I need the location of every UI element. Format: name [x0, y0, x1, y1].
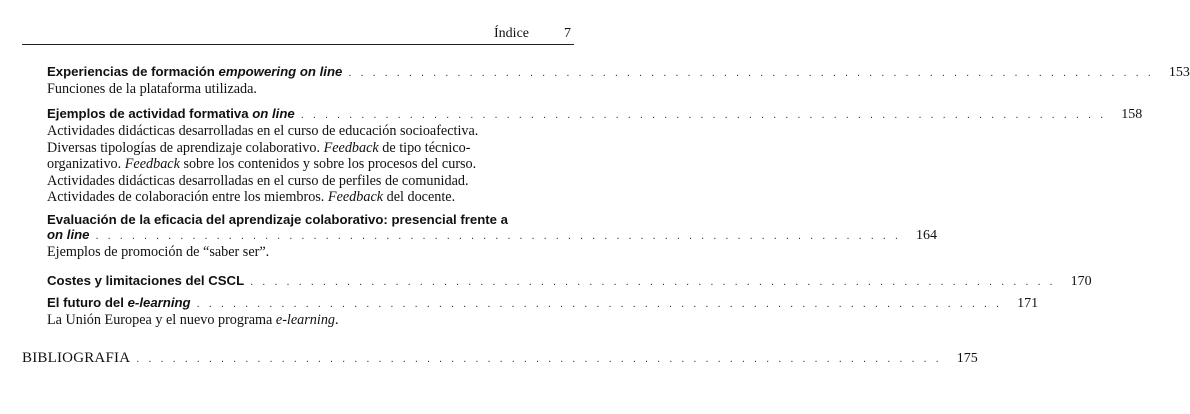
toc-entry-title-italic: empowering on line [218, 64, 343, 79]
dot-leader: . . . . . . . . . . . . . . . . . . . . . . . . . . . . . . . . . . . . . . . . . . . . . . . . . . . . . . . . . . . . . . . . . . . [95, 230, 901, 242]
page-header [22, 26, 574, 46]
toc-entry-title-italic: on line [252, 106, 295, 121]
toc-entry-heading [47, 64, 1190, 81]
toc-entry-title: El futuro del [47, 295, 128, 310]
toc-entry-title-italic: on line [47, 227, 90, 242]
toc-page-number: 170 [1070, 274, 1092, 289]
toc-subentry: Ejemplos de promoción de “saber ser”. [47, 244, 270, 260]
toc-entry-title: Ejemplos de actividad formativa [47, 106, 253, 121]
toc-subentry: Actividades didácticas desarrolladas en el curso de perfiles de comunidad. [47, 172, 469, 189]
toc-entry-heading [47, 227, 937, 244]
toc-entry-costes[interactable] [47, 273, 1092, 290]
toc-entry-heading [47, 273, 1092, 290]
toc-subentry: Actividades de colaboración entre los miembros. Feedback del docente. [47, 189, 456, 206]
toc-entry-heading [47, 106, 1143, 123]
dot-leader: . . . . . . . . . . . . . . . . . . . . . . . . . . . . . . . . . . . . . . . . . . . . . . . . . . . . . . . . . . . . . . . . . . . [250, 276, 1056, 288]
toc-entry-title: BIBLIOGRAFIA [22, 350, 131, 366]
toc-entry-experiencias[interactable] [47, 64, 1190, 98]
header-rule [22, 44, 574, 45]
toc-entry-title: Experiencias de formación [47, 64, 219, 79]
dot-leader: . . . . . . . . . . . . . . . . . . . . . . . . . . . . . . . . . . . . . . . . . . . . . . . . . . . . . . . . . . . . . . . . . . . [196, 298, 1003, 310]
toc-entry-title: Costes y limitaciones del CSCL [47, 273, 245, 288]
toc-subentry: organizativo. Feedback sobre los contenidos y sobre los procesos del curso. [47, 156, 477, 173]
toc-subentry: La Unión Europea y el nuevo programa e-learning. [47, 312, 339, 328]
running-head-title: Índice [494, 26, 529, 41]
dot-leader: . . . . . . . . . . . . . . . . . . . . . . . . . . . . . . . . . . . . . . . . . . . . . . . . . . . . . . . . . . . . . . . . . . . [136, 353, 942, 365]
toc-page-number: 164 [915, 228, 937, 243]
toc-entry-ejemplos[interactable] [47, 106, 1143, 206]
running-head-page-number: 7 [564, 26, 571, 41]
toc-entry-heading [47, 295, 1039, 312]
toc-page-number: 175 [956, 351, 978, 366]
toc-subentry: Funciones de la plataforma utilizada. [47, 81, 257, 97]
toc-subentry: Actividades didácticas desarrolladas en el curso de educación socioafectiva. [47, 123, 479, 139]
dot-leader: . . . . . . . . . . . . . . . . . . . . . . . . . . . . . . . . . . . . . . . . . . . . . . . . . . . . . . . . . . . . . . . . . . . [300, 109, 1107, 121]
toc-page-number: 158 [1121, 107, 1143, 122]
toc-entry-bibliografia[interactable] [22, 350, 978, 367]
toc-subentry: Diversas tipologías de aprendizaje colaborativo. Feedback de tipo técnico- [47, 139, 471, 156]
toc-entry-futuro[interactable] [47, 295, 1039, 329]
toc-entry-title: Evaluación de la eficacia del aprendizaje colaborativo: presencial frente a [47, 212, 509, 227]
toc-page-number: 171 [1017, 296, 1039, 311]
toc-page-number: 153 [1168, 65, 1190, 80]
toc-entry-title-italic: e-learning [127, 295, 191, 310]
dot-leader: . . . . . . . . . . . . . . . . . . . . . . . . . . . . . . . . . . . . . . . . . . . . . . . . . . . . . . . . . . . . . . . . . . . [348, 67, 1154, 79]
toc-entry-evaluacion[interactable] [47, 212, 937, 261]
